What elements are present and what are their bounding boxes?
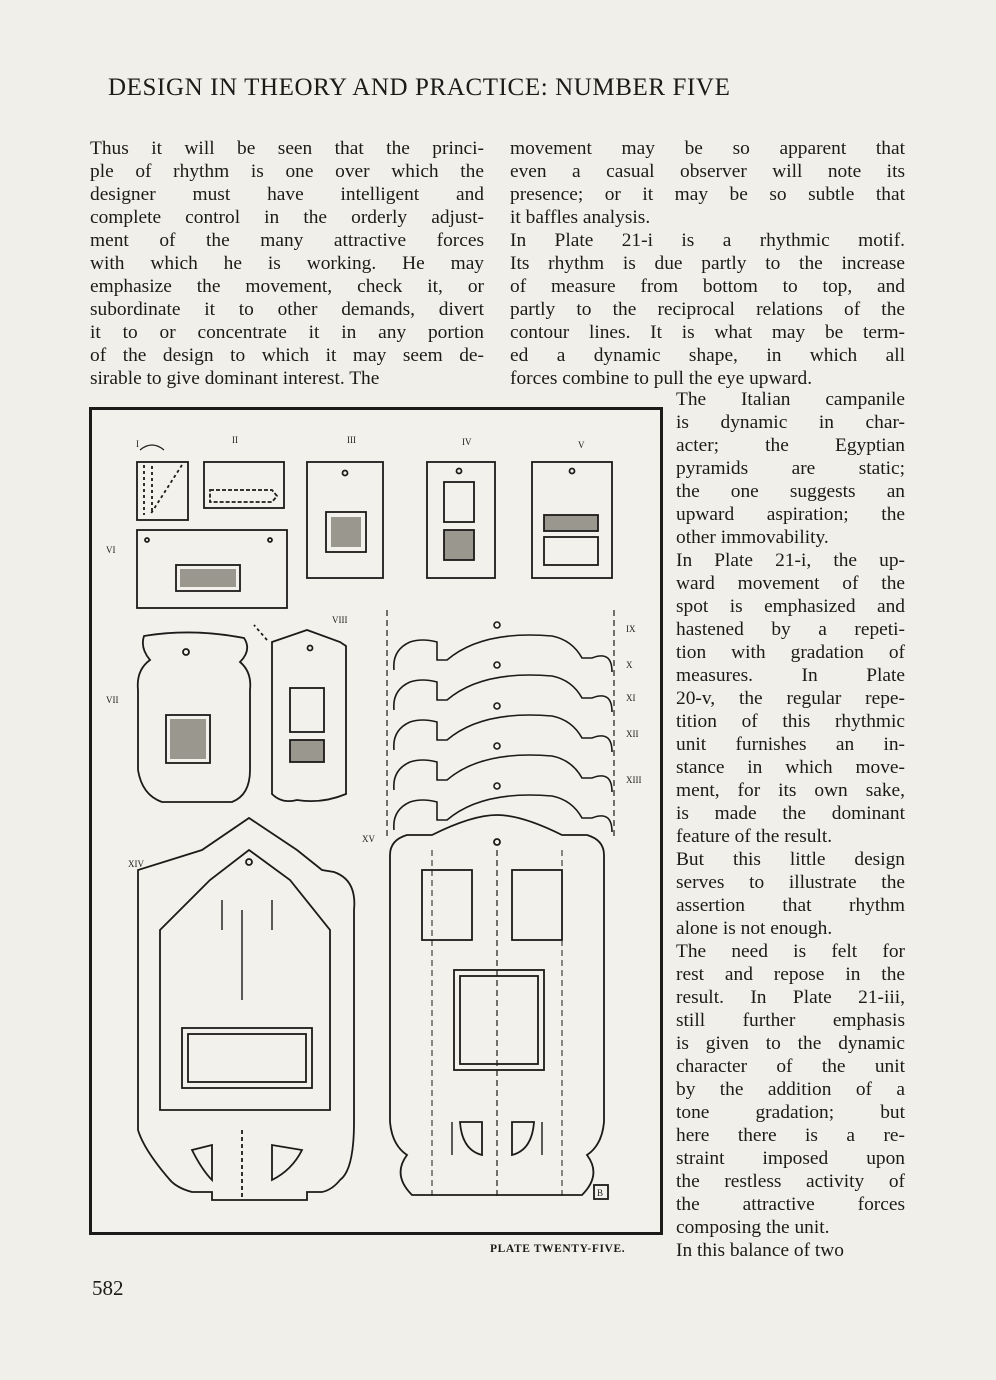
figure-ix-xiii	[387, 610, 614, 840]
text-line: In Plate 21-i, the up-	[676, 550, 905, 571]
text-line: is dynamic in char-	[676, 412, 905, 433]
text-line: movement may be so apparent that	[510, 138, 905, 159]
label-v: V	[578, 440, 585, 450]
page-number: 582	[92, 1276, 124, 1300]
label-ix: IX	[626, 624, 636, 634]
text-line: complete control in the orderly adjust-	[90, 207, 484, 228]
text-line: straint imposed upon	[676, 1148, 905, 1169]
text-line: 20-v, the regular repe-	[676, 688, 905, 709]
text-line: composing the unit.	[676, 1217, 830, 1238]
figure-viii	[254, 625, 346, 801]
text-line: unit furnishes an in-	[676, 734, 905, 755]
text-line: the restless activity of	[676, 1171, 905, 1192]
figure-vi	[137, 530, 287, 608]
text-line: acter; the Egyptian	[676, 435, 905, 456]
text-line: ward movement of the	[676, 573, 905, 594]
text-line: In Plate 21-i is a rhythmic motif.	[510, 230, 905, 251]
label-iii: III	[347, 435, 356, 445]
label-vi: VI	[106, 545, 116, 555]
label-xii: XII	[626, 729, 639, 739]
label-i: I	[136, 439, 139, 449]
label-viii: VIII	[332, 615, 348, 625]
text-line: spot is emphasized and	[676, 596, 905, 617]
text-line: hastened by a repeti-	[676, 619, 905, 640]
text-line: rest and repose in the	[676, 964, 905, 985]
figure-iv	[427, 462, 495, 578]
plate-caption: PLATE TWENTY-FIVE.	[490, 1243, 626, 1255]
text-line: other immovability.	[676, 527, 829, 548]
text-line: is made the dominant	[676, 803, 905, 824]
text-line: with which he is working. He may	[90, 253, 484, 274]
text-line: still further emphasis	[676, 1010, 905, 1031]
text-line: presence; or it may be so subtle that	[510, 184, 905, 205]
text-line: assertion that rhythm	[676, 895, 905, 916]
label-xiv: XIV	[128, 859, 144, 869]
text-line: subordinate it to other demands, divert	[90, 299, 484, 320]
text-line: of the design to which it may seem de-	[90, 345, 484, 366]
text-line: measures. In Plate	[676, 665, 905, 686]
figure-i	[137, 445, 188, 520]
label-mark: B	[597, 1188, 604, 1198]
text-line: alone is not enough.	[676, 918, 833, 939]
figure-vii	[138, 632, 251, 802]
text-line: forces combine to pull the eye upward.	[510, 368, 813, 389]
label-iv: IV	[462, 437, 472, 447]
text-line: ment of the many attractive forces	[90, 230, 484, 251]
label-xi: XI	[626, 693, 636, 703]
text-line: ed a dynamic shape, in which all	[510, 345, 905, 366]
text-line: upward aspiration; the	[676, 504, 905, 525]
label-vii: VII	[106, 695, 119, 705]
text-line: is given to the dynamic	[676, 1033, 905, 1054]
figure-iii	[307, 462, 383, 578]
text-line: character of the unit	[676, 1056, 905, 1077]
text-line: The Italian campanile	[676, 389, 905, 410]
left-text-column	[90, 137, 484, 390]
figure-xiv	[138, 818, 354, 1200]
text-line: The need is felt for	[676, 941, 905, 962]
text-line: the attractive forces	[676, 1194, 905, 1215]
label-xiii: XIII	[626, 775, 642, 785]
text-line: Thus it will be seen that the princi-	[90, 138, 484, 159]
text-line: serves to illustrate the	[676, 872, 905, 893]
label-xv: XV	[362, 834, 375, 844]
text-line: tion with gradation of	[676, 642, 905, 663]
text-line: sirable to give dominant interest. The	[90, 368, 380, 389]
text-line: by the addition of a	[676, 1079, 905, 1100]
text-line: tition of this rhythmic	[676, 711, 905, 732]
text-line: In this balance of two	[676, 1240, 845, 1261]
text-line: here there is a re-	[676, 1125, 905, 1146]
text-line: ple of rhythm is one over which the	[90, 161, 484, 182]
label-x: X	[626, 660, 633, 670]
narrow-text-column	[676, 388, 905, 1262]
text-line: designer must have intelligent and	[90, 184, 484, 205]
text-line: tone gradation; but	[676, 1102, 905, 1123]
text-line: pyramids are static;	[676, 458, 905, 479]
text-line: of measure from bottom to top, and	[510, 276, 905, 297]
page-title: DESIGN IN THEORY AND PRACTICE: NUMBER FIVE	[108, 74, 731, 101]
text-line: feature of the result.	[676, 826, 833, 847]
text-line: it to or concentrate it in any portion	[90, 322, 484, 343]
figure-ii	[204, 462, 284, 508]
text-line: it baffles analysis.	[510, 207, 651, 228]
label-ii: II	[232, 435, 238, 445]
text-line: But this little design	[676, 849, 905, 870]
text-line: Its rhythm is due partly to the increase	[510, 253, 905, 274]
text-line: emphasize the movement, check it, or	[90, 276, 484, 297]
text-line: ment, for its own sake,	[676, 780, 905, 801]
text-line: result. In Plate 21-iii,	[676, 987, 905, 1008]
plate-illustration	[89, 407, 663, 1235]
figure-xv	[390, 815, 608, 1200]
text-line: stance in which move-	[676, 757, 905, 778]
text-line: partly to the reciprocal relations of the	[510, 299, 905, 320]
text-line: even a casual observer will note its	[510, 161, 905, 182]
text-line: contour lines. It is what may be term-	[510, 322, 905, 343]
figure-v	[532, 462, 612, 578]
text-line: the one suggests an	[676, 481, 905, 502]
right-text-column	[510, 137, 905, 390]
